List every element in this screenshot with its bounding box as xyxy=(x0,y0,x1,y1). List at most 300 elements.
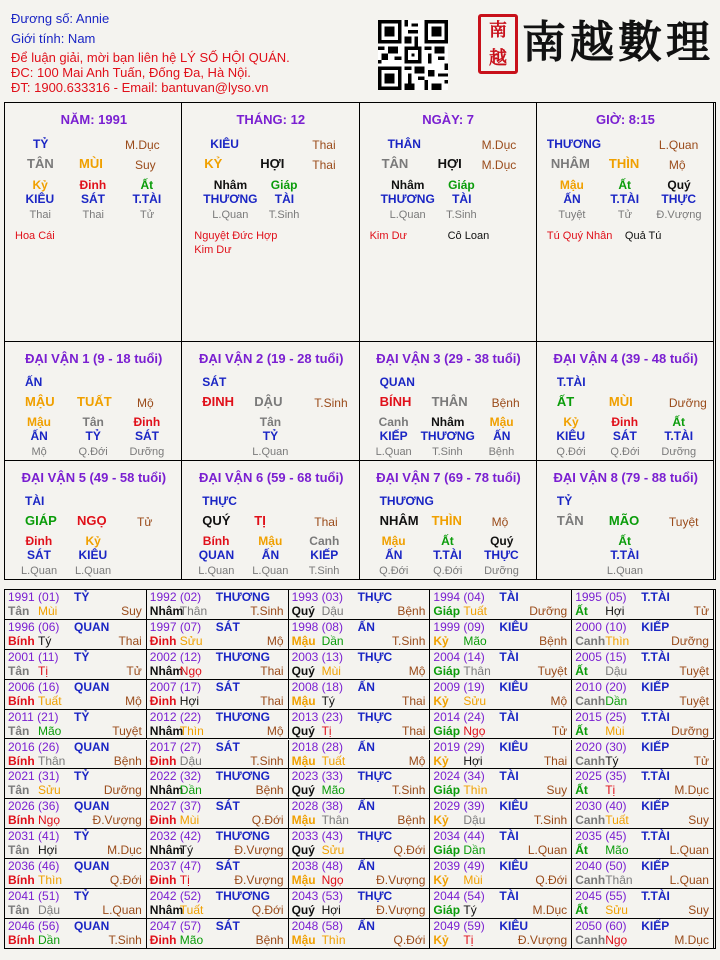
dai-van-6[interactable] xyxy=(182,461,359,580)
year-god: QUAN xyxy=(74,619,110,634)
year-cell[interactable] xyxy=(430,829,572,859)
year-branch: Mão xyxy=(321,783,345,798)
year-label: 2020 (30) xyxy=(575,739,627,754)
year-cell[interactable] xyxy=(430,859,572,889)
year-cell[interactable] xyxy=(147,590,289,620)
year-label: 2006 (16) xyxy=(8,679,60,694)
year-phase: Bệnh xyxy=(539,633,568,648)
dv-hidden-stage: L.Quan xyxy=(252,565,289,577)
year-stem: Quý xyxy=(291,843,315,858)
dv-hidden-god: THỰC xyxy=(484,548,519,562)
hidden-stem: Giáp xyxy=(270,178,298,192)
year-cell[interactable] xyxy=(289,710,431,740)
year-cell[interactable] xyxy=(147,829,289,859)
year-cell[interactable] xyxy=(5,740,147,770)
year-cell[interactable] xyxy=(289,650,431,680)
year-label: 2047 (57) xyxy=(149,918,202,933)
dai-van-phase: T.Sinh xyxy=(314,396,348,410)
pillar-title: NGÀY: 7 xyxy=(422,112,474,127)
year-stem: Đinh xyxy=(149,693,177,708)
year-cell[interactable] xyxy=(289,590,431,620)
pillar-stage: M.Dục xyxy=(125,138,160,152)
year-cell[interactable] xyxy=(147,740,289,770)
year-god: T.TÀI xyxy=(641,590,670,604)
special-star-1: Kim Dư xyxy=(369,230,407,242)
dai-van-1[interactable] xyxy=(5,342,182,461)
dv-hidden-stem: Mậu xyxy=(258,534,283,548)
pillar-phase: Mộ xyxy=(668,158,686,172)
year-label: 2019 (29) xyxy=(433,739,485,754)
year-cell[interactable] xyxy=(289,829,431,859)
year-stem: Canh xyxy=(575,813,606,828)
gender: Giới tính: Nam xyxy=(11,31,96,46)
dai-van-stem: GIÁP xyxy=(25,513,57,528)
year-branch: Sửu xyxy=(179,633,203,648)
year-god: THƯƠNG xyxy=(215,649,270,664)
dai-van-stem: ĐINH xyxy=(202,394,235,409)
year-branch: Mùi xyxy=(605,723,625,738)
year-label: 2033 (43) xyxy=(291,829,343,844)
year-cell[interactable] xyxy=(572,710,714,740)
year-cell[interactable] xyxy=(572,889,714,919)
year-branch: Thân xyxy=(179,604,208,618)
year-cell[interactable] xyxy=(5,829,147,859)
year-phase: Bệnh xyxy=(113,753,142,768)
year-god: THỰC xyxy=(357,769,393,784)
dai-van-god: T.TÀI xyxy=(556,375,586,389)
year-branch: Mùi xyxy=(38,604,58,618)
dai-van-stem: BÍNH xyxy=(379,394,412,409)
year-god: SÁT xyxy=(215,619,240,634)
dv-hidden-god: ẤN xyxy=(261,548,280,562)
special-star-1: Nguyệt Đức Hợp xyxy=(194,230,278,242)
year-stem: Bính xyxy=(8,633,35,648)
dai-van-stem: NHÂM xyxy=(379,513,419,528)
dv-hidden-stem: Kỷ xyxy=(85,534,101,548)
year-cell[interactable] xyxy=(430,590,572,620)
year-label: 2018 (28) xyxy=(291,739,343,754)
year-phase: Tuyệt xyxy=(679,693,709,708)
year-stem: Bính xyxy=(8,932,35,947)
year-cell[interactable] xyxy=(289,919,431,949)
earthly-branch: THÌN xyxy=(608,156,640,171)
dai-van-title: ĐẠI VẬN 7 (69 - 78 tuổi) xyxy=(376,470,521,485)
year-cell[interactable] xyxy=(289,889,431,919)
year-label: 2036 (46) xyxy=(8,859,60,874)
year-branch: Dậu xyxy=(463,813,486,828)
year-cell[interactable] xyxy=(5,590,147,620)
hidden-stage: T.Sinh xyxy=(446,209,477,221)
year-stem: Giáp xyxy=(433,783,461,798)
year-cell[interactable] xyxy=(5,919,147,949)
year-phase: Q.Đới xyxy=(251,813,284,828)
year-phase: Q.Đới xyxy=(393,843,426,858)
dv-hidden-stem: Mậu xyxy=(381,534,406,548)
year-god: TỶ xyxy=(74,649,90,664)
dv-hidden-stem: Đinh xyxy=(25,534,53,548)
dv-hidden-stage: Dưỡng xyxy=(129,446,165,458)
dai-van-5[interactable] xyxy=(5,461,182,580)
year-phase: Mộ xyxy=(125,693,142,708)
year-phase: Thai xyxy=(402,693,426,708)
dv-hidden-stage: Q.Đới xyxy=(433,565,463,577)
dai-van-7[interactable] xyxy=(360,461,537,580)
dv-hidden-stage: T.Sinh xyxy=(308,565,340,577)
pillar-4[interactable] xyxy=(537,103,714,342)
pillar-phase: M.Dục xyxy=(481,158,517,172)
hidden-stem: Nhâm xyxy=(391,178,425,192)
year-stem: Quý xyxy=(291,783,315,798)
year-phase: Dưỡng xyxy=(671,723,709,738)
dai-van-branch: MÙI xyxy=(608,394,633,409)
year-stem: Nhâm xyxy=(149,843,184,858)
year-cell[interactable] xyxy=(147,680,289,710)
year-phase: Tuyệt xyxy=(112,723,142,738)
hidden-god: KIÊU xyxy=(25,192,55,206)
year-phase: Suy xyxy=(546,783,568,798)
year-cell[interactable] xyxy=(5,859,147,889)
year-stem: Ất xyxy=(575,843,588,858)
year-phase: Q.Đới xyxy=(535,873,568,888)
year-phase: Bệnh xyxy=(397,813,426,828)
phone-email[interactable]: ĐT: 1900.633316 - Email: bantuvan@lyso.vn xyxy=(11,80,269,95)
year-god: THƯƠNG xyxy=(215,709,270,724)
year-god: KIÊU xyxy=(499,859,529,874)
year-stem: Giáp xyxy=(433,723,461,738)
dv-hidden-stem: Ất xyxy=(618,534,632,548)
dai-van-title: ĐẠI VẬN 5 (49 - 58 tuổi) xyxy=(21,470,167,485)
dai-van-2[interactable] xyxy=(182,342,359,461)
year-god: KIẾP xyxy=(641,619,670,634)
year-cell[interactable] xyxy=(289,740,431,770)
year-stem: Đinh xyxy=(149,813,177,828)
year-branch: Dậu xyxy=(605,663,628,678)
year-cell[interactable] xyxy=(147,620,289,650)
year-stem: Quý xyxy=(291,723,315,738)
dai-van-title: ĐẠI VẬN 4 (39 - 48 tuổi) xyxy=(553,351,698,366)
year-branch: Dần xyxy=(463,843,486,858)
year-cell[interactable] xyxy=(5,680,147,710)
pillar-tenstem-god: THÂN xyxy=(387,137,421,151)
year-phase: Q.Đới xyxy=(251,903,284,917)
year-cell[interactable] xyxy=(430,740,572,770)
heavenly-stem: NHÂM xyxy=(550,156,590,171)
dv-hidden-god: TỶ xyxy=(262,429,279,443)
year-cell[interactable] xyxy=(430,889,572,919)
hidden-god: THƯƠNG xyxy=(203,192,258,206)
pillar-title: GIỜ: 8:15 xyxy=(596,112,655,127)
heavenly-stem: TÂN xyxy=(381,156,409,171)
dai-van-god: TỶ xyxy=(556,494,573,508)
year-cell[interactable] xyxy=(572,620,714,650)
dv-hidden-stage: Q.Đới xyxy=(556,446,586,458)
year-stem: Ất xyxy=(575,723,588,738)
dv-hidden-stem: Kỷ xyxy=(563,415,579,429)
year-branch: Hợi xyxy=(179,693,199,708)
hidden-stem: Ất xyxy=(618,178,632,192)
year-stem: Nhâm xyxy=(149,903,184,917)
year-cell[interactable] xyxy=(147,769,289,799)
year-label: 2027 (37) xyxy=(149,799,202,814)
dai-van-branch: NGỌ xyxy=(77,513,107,528)
hidden-stem: Giáp xyxy=(448,178,475,192)
hidden-stem: Kỷ xyxy=(32,178,48,192)
year-label: 1994 (04) xyxy=(433,590,485,604)
dai-van-branch: THÂN xyxy=(431,394,468,409)
hidden-stage: L.Quan xyxy=(212,209,249,221)
year-stem: Tân xyxy=(8,604,30,618)
year-phase: Thai xyxy=(118,633,142,648)
pillar-tenstem-god: KIÊU xyxy=(210,137,239,151)
year-label: 2028 (38) xyxy=(291,799,343,814)
year-label: 2045 (55) xyxy=(575,889,627,903)
dv-hidden-stem: Canh xyxy=(378,415,409,429)
year-label: 2012 (22) xyxy=(149,709,202,724)
year-cell[interactable] xyxy=(430,650,572,680)
year-stem: Tân xyxy=(8,903,30,917)
hidden-stage: Đ.Vượng xyxy=(656,209,702,221)
year-stem: Đinh xyxy=(149,932,177,947)
dv-hidden-stage: L.Quan xyxy=(198,565,235,577)
dai-van-4[interactable] xyxy=(537,342,714,461)
dai-van-phase: Dưỡng xyxy=(668,396,707,410)
year-label: 2022 (32) xyxy=(149,769,202,784)
year-god: ẤN xyxy=(357,619,375,634)
hidden-stage: Thai xyxy=(29,209,51,221)
dai-van-god: TÀI xyxy=(25,494,45,508)
year-cell[interactable] xyxy=(572,829,714,859)
dai-van-branch: TUẤT xyxy=(77,394,112,409)
year-god: TÀI xyxy=(499,590,519,604)
yearly-luck-table xyxy=(4,589,716,949)
year-branch: Ngọ xyxy=(605,932,628,947)
year-phase: M.Dục xyxy=(674,932,709,947)
year-cell[interactable] xyxy=(572,799,714,829)
year-cell[interactable] xyxy=(289,769,431,799)
year-branch: Tý xyxy=(463,903,477,917)
year-label: 2002 (12) xyxy=(149,649,202,664)
year-branch: Hợi xyxy=(321,903,341,917)
year-branch: Tý xyxy=(605,753,619,768)
dai-van-god: THỰC xyxy=(202,494,237,508)
year-cell[interactable] xyxy=(289,680,431,710)
hidden-god: THƯƠNG xyxy=(380,192,435,206)
year-label: 2042 (52) xyxy=(149,889,202,903)
year-cell[interactable] xyxy=(572,740,714,770)
dai-van-3[interactable] xyxy=(360,342,537,461)
year-god: SÁT xyxy=(215,918,240,933)
year-stem: Mậu xyxy=(291,932,316,947)
year-cell[interactable] xyxy=(147,799,289,829)
dai-van-title: ĐẠI VẬN 3 (29 - 38 tuổi) xyxy=(376,351,521,366)
year-phase: M.Dục xyxy=(674,783,709,798)
year-god: THƯƠNG xyxy=(215,829,270,844)
year-branch: Ngọ xyxy=(463,723,486,738)
year-god: KIẾP xyxy=(641,679,670,694)
year-branch: Sửu xyxy=(38,783,61,798)
dai-van-branch: TỊ xyxy=(254,513,266,528)
year-stem: Giáp xyxy=(433,604,461,618)
year-cell[interactable] xyxy=(5,620,147,650)
year-stem: Nhâm xyxy=(149,723,184,738)
year-phase: Mộ xyxy=(266,723,284,738)
dai-van-branch: DẬU xyxy=(254,394,283,409)
dai-van-title: ĐẠI VẬN 8 (79 - 88 tuổi) xyxy=(553,470,698,485)
year-cell[interactable] xyxy=(289,799,431,829)
year-phase: Dưỡng xyxy=(103,783,142,798)
dv-hidden-stem: Quý xyxy=(490,534,514,548)
year-stem: Tân xyxy=(8,723,30,738)
year-god: KIẾP xyxy=(641,859,670,874)
year-phase: Bệnh xyxy=(255,932,284,947)
year-cell[interactable] xyxy=(289,620,431,650)
dai-van-8[interactable] xyxy=(537,461,714,580)
year-label: 2038 (48) xyxy=(291,859,343,874)
dai-van-god: ẤN xyxy=(25,375,43,389)
year-branch: Hợi xyxy=(463,753,483,768)
dai-van-title: ĐẠI VẬN 2 (19 - 28 tuổi) xyxy=(198,351,344,366)
year-cell[interactable] xyxy=(147,919,289,949)
year-cell[interactable] xyxy=(572,769,714,799)
year-stem: Canh xyxy=(575,693,606,708)
pillar-2[interactable] xyxy=(182,103,359,342)
year-cell[interactable] xyxy=(430,919,572,949)
year-branch: Thân xyxy=(38,753,66,768)
year-branch: Thìn xyxy=(321,932,346,947)
year-phase: Thai xyxy=(543,753,568,768)
year-stem: Mậu xyxy=(291,753,316,768)
year-branch: Thân xyxy=(605,873,633,888)
year-cell[interactable] xyxy=(147,859,289,889)
dv-hidden-stem: Tân xyxy=(259,415,282,429)
pillar-3[interactable] xyxy=(360,103,537,342)
year-label: 2009 (19) xyxy=(433,679,485,694)
hidden-god: THỰC xyxy=(661,192,697,206)
year-god: KIẾP xyxy=(641,799,670,814)
seal-stamp-icon: 南越 xyxy=(478,14,518,74)
year-cell[interactable] xyxy=(147,889,289,919)
year-label: 2016 (26) xyxy=(8,739,60,754)
year-phase: T.Sinh xyxy=(250,753,284,768)
year-god: KIÊU xyxy=(499,619,529,634)
year-branch: Ngọ xyxy=(179,663,202,678)
year-cell[interactable] xyxy=(430,799,572,829)
dv-hidden-stem: Ất xyxy=(672,415,686,429)
year-cell[interactable] xyxy=(572,680,714,710)
year-phase: M.Dục xyxy=(107,843,142,858)
special-star-1: Hoa Cái xyxy=(15,230,55,242)
year-phase: Suy xyxy=(121,604,142,618)
year-god: TỶ xyxy=(74,590,90,604)
year-branch: Tuất xyxy=(605,813,629,828)
year-phase: T.Sinh xyxy=(392,633,426,648)
year-cell[interactable] xyxy=(5,799,147,829)
dv-hidden-god: ẤN xyxy=(30,429,48,443)
qr-code-icon[interactable] xyxy=(378,20,448,90)
year-cell[interactable] xyxy=(5,650,147,680)
year-stem: Tân xyxy=(8,663,30,678)
year-label: 2011 (21) xyxy=(8,709,59,724)
year-cell[interactable] xyxy=(5,769,147,799)
year-cell[interactable] xyxy=(289,859,431,889)
hidden-god: TÀI xyxy=(274,192,295,206)
year-branch: Thìn xyxy=(38,873,63,888)
year-god: QUAN xyxy=(74,799,110,814)
year-cell[interactable] xyxy=(147,710,289,740)
year-cell[interactable] xyxy=(572,859,714,889)
year-branch: Sửu xyxy=(321,843,345,858)
year-label: 2005 (15) xyxy=(575,649,627,664)
year-stem: Bính xyxy=(8,753,35,768)
year-phase: L.Quan xyxy=(669,873,709,888)
dv-hidden-god: ẤN xyxy=(385,548,403,562)
year-phase: Mộ xyxy=(266,633,284,648)
year-cell[interactable] xyxy=(572,919,714,949)
year-stem: Bính xyxy=(8,813,35,828)
year-stem: Giáp xyxy=(433,663,461,678)
special-star-2: Kim Dư xyxy=(194,244,232,256)
year-cell[interactable] xyxy=(430,680,572,710)
year-stem: Canh xyxy=(575,753,606,768)
dv-hidden-stage: Dưỡng xyxy=(484,565,519,577)
year-cell[interactable] xyxy=(572,590,714,620)
dv-hidden-stage: Q.Đới xyxy=(610,446,640,458)
year-cell[interactable] xyxy=(572,650,714,680)
year-cell[interactable] xyxy=(430,769,572,799)
year-branch: Tị xyxy=(179,873,190,888)
dai-van-stem: QUÝ xyxy=(202,513,231,528)
dai-van-phase: Thai xyxy=(314,515,338,529)
year-god: ẤN xyxy=(357,799,375,814)
year-phase: Q.Đới xyxy=(393,932,426,947)
year-stem: Ất xyxy=(575,663,588,678)
year-label: 2010 (20) xyxy=(575,679,627,694)
year-god: QUAN xyxy=(74,679,110,694)
pillar-tenstem-god: THƯƠNG xyxy=(546,137,602,151)
year-phase: Suy xyxy=(688,903,709,917)
dv-hidden-god: ẤN xyxy=(493,429,511,443)
pillar-1[interactable] xyxy=(5,103,182,342)
dai-van-phase: Tử xyxy=(137,515,153,529)
hidden-stem: Đinh xyxy=(79,178,107,192)
year-branch: Tý xyxy=(179,843,194,858)
year-stem: Đinh xyxy=(149,633,177,648)
year-cell[interactable] xyxy=(147,650,289,680)
dv-hidden-stem: Ất xyxy=(441,534,454,548)
dai-van-god: SÁT xyxy=(202,375,227,389)
year-label: 2015 (25) xyxy=(575,709,627,724)
year-branch: Thân xyxy=(463,663,491,678)
dv-hidden-stage: Bệnh xyxy=(488,446,515,458)
year-god: SÁT xyxy=(215,739,240,754)
earthly-branch: HỢI xyxy=(260,156,285,171)
year-cell[interactable] xyxy=(430,620,572,650)
year-phase: Đ.Vượng xyxy=(234,843,284,858)
dv-hidden-stage: L.Quan xyxy=(252,446,289,458)
dv-hidden-stem: Bính xyxy=(202,534,230,548)
year-cell[interactable] xyxy=(5,710,147,740)
year-branch: Mùi xyxy=(463,873,483,888)
pillar-tenstem-god: TỶ xyxy=(33,137,49,151)
hidden-god: SÁT xyxy=(81,192,105,206)
hidden-god: ẤN xyxy=(563,192,581,206)
hidden-stem: Mậu xyxy=(559,178,584,192)
year-cell[interactable] xyxy=(5,889,147,919)
year-cell[interactable] xyxy=(430,710,572,740)
year-god: THỰC xyxy=(357,709,393,724)
year-branch: Ngọ xyxy=(38,813,61,828)
year-stem: Đinh xyxy=(149,873,177,888)
